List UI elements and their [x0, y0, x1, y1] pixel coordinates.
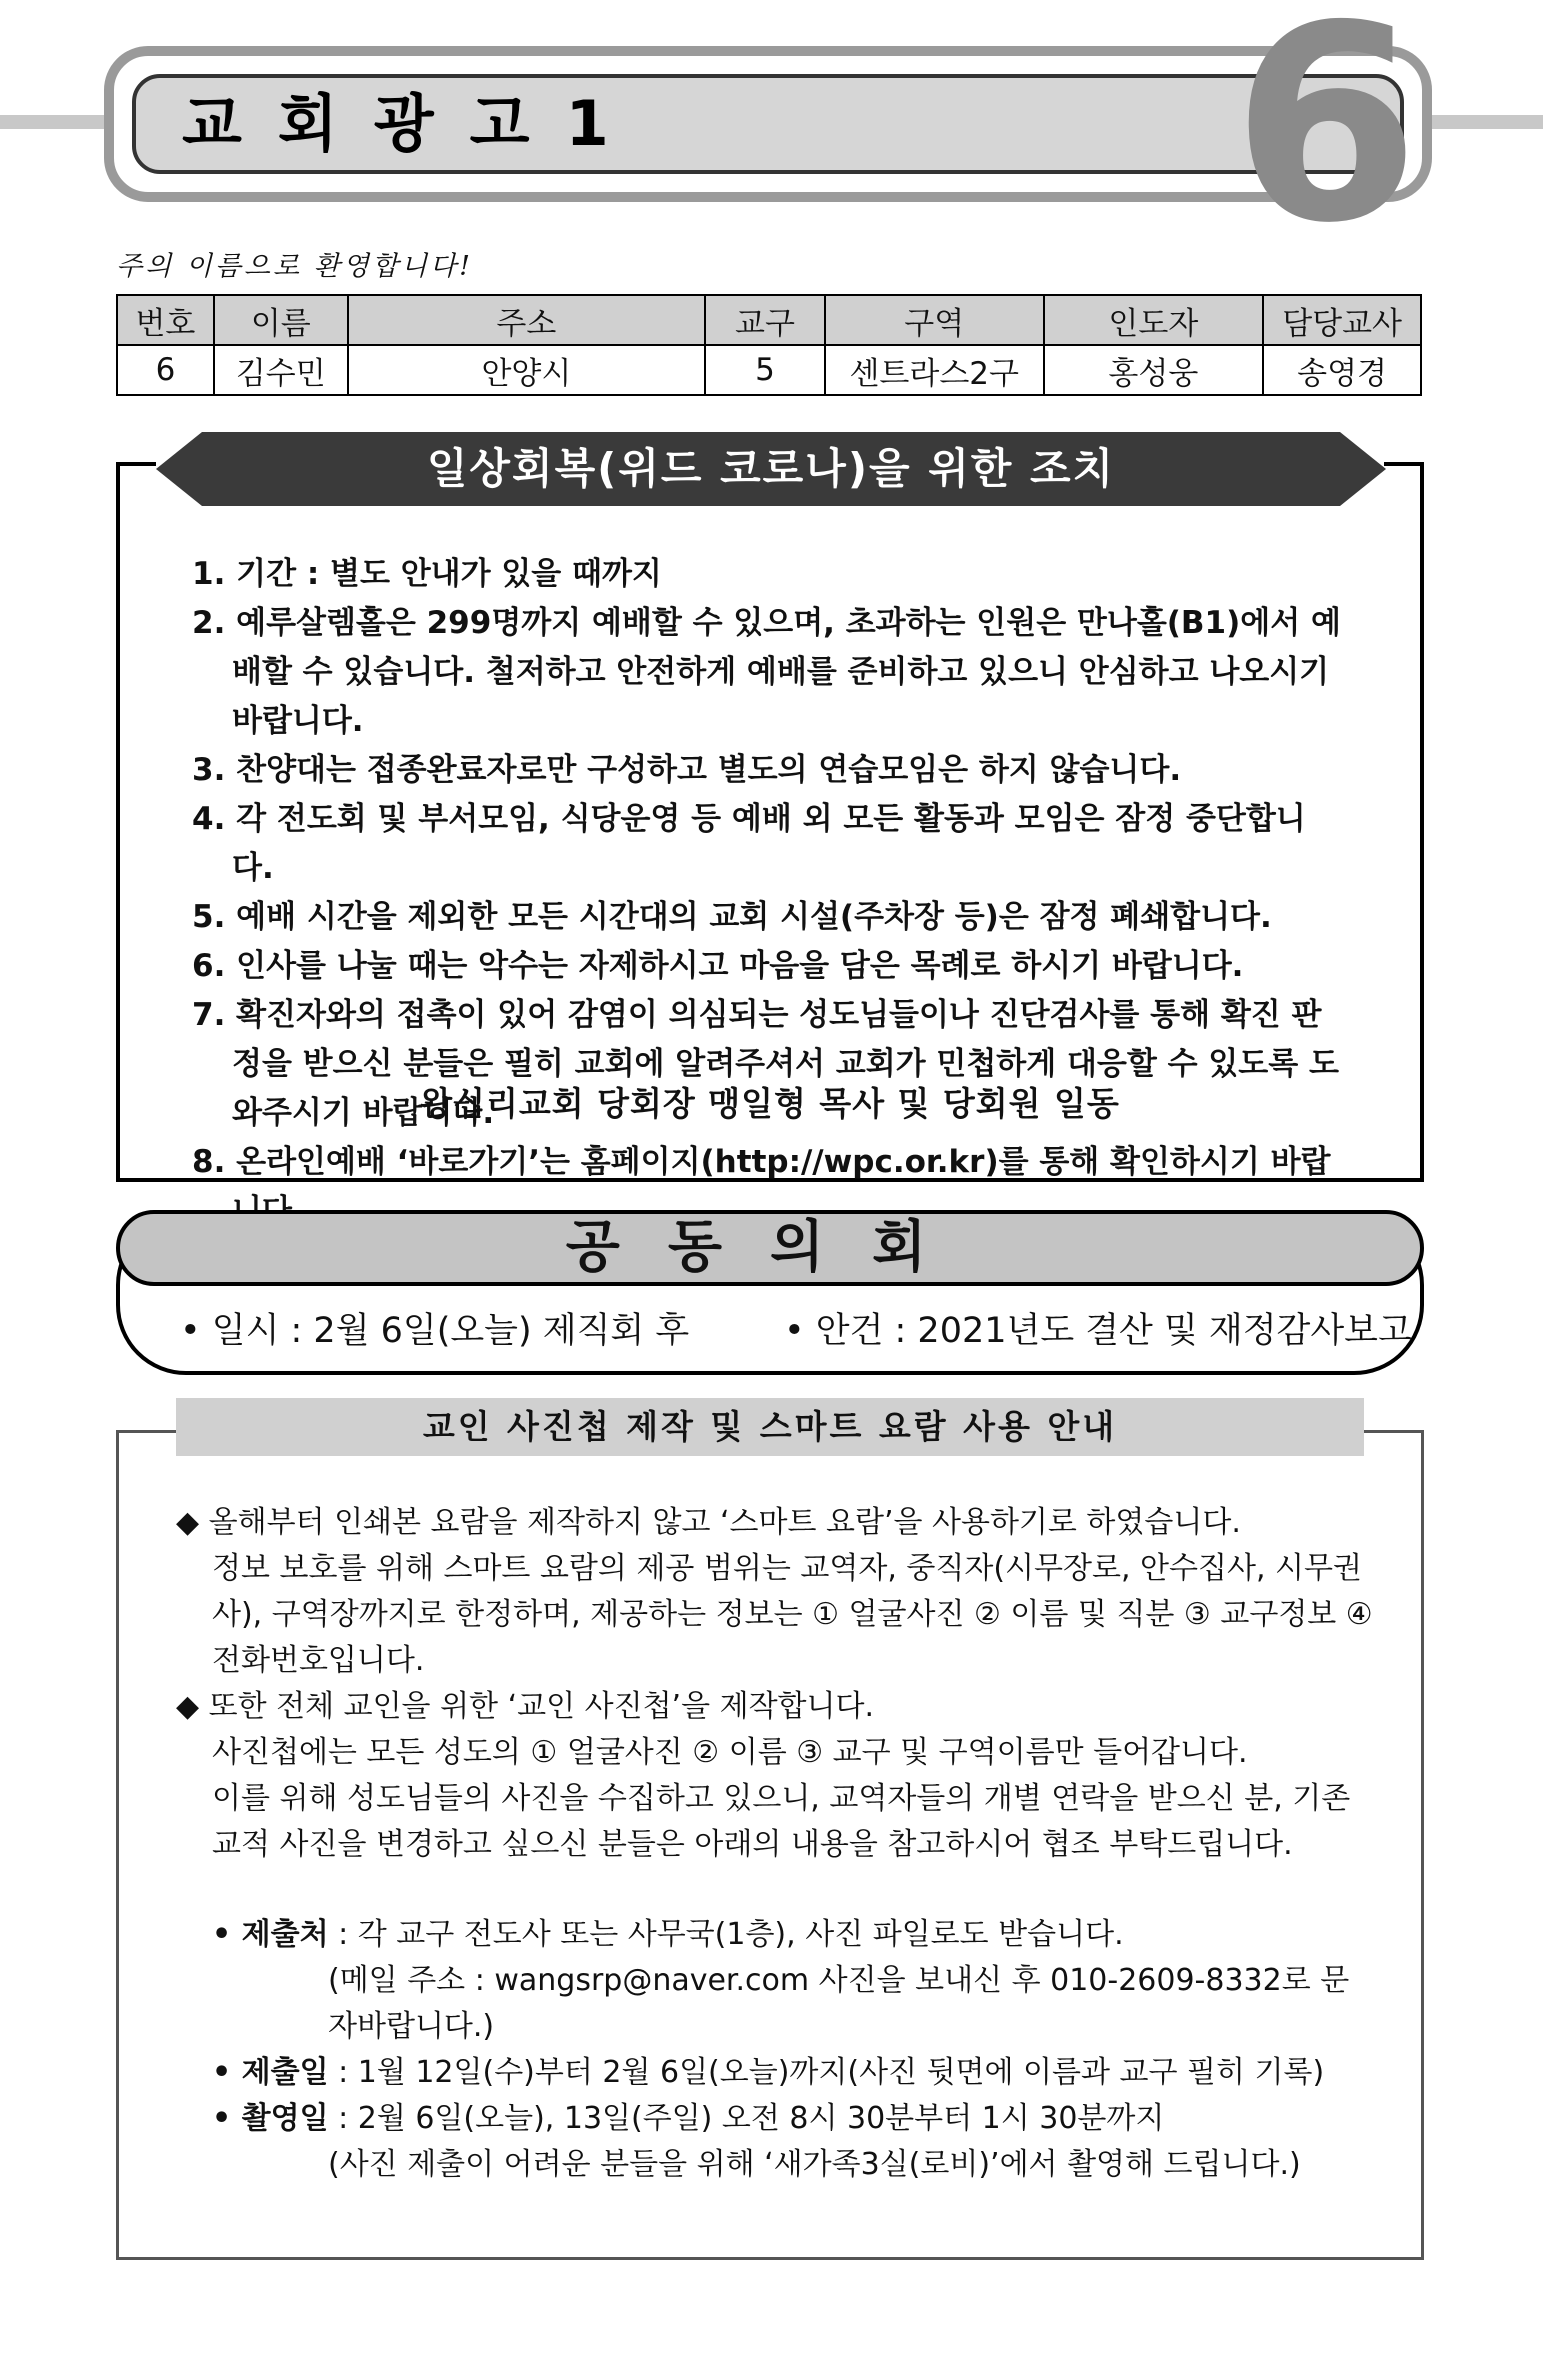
deadline-label: • 제출일: [212, 2055, 329, 2090]
col-header: 교구: [705, 295, 825, 345]
submit-info: [176, 1912, 1376, 1958]
page-title: 교회광고1: [182, 87, 645, 160]
page-number: 6: [1232, 0, 1420, 282]
shoot-text: : 2월 6일(오늘), 13일(주일) 오전 8시 30분부터 1시 30분까지: [328, 2101, 1165, 2136]
assembly-agenda: • 안건 : 2021년도 결산 및 재정감사보고: [784, 1311, 1412, 1351]
list-item: 8. 온라인예배 ‘바로가기’는 홈페이지(http://wpc.or.kr)를 통해 확인하시기 바랍: [192, 1144, 1331, 1180]
list-item: 6. 인사를 나눌 때는 악수는 자제하시고 마음을 담은 목례로 하시기 바랍니다.: [192, 948, 1244, 984]
table-cell: 6: [117, 345, 214, 395]
covid-notice-title: 일상회복(위드 코로나)을 위한 조치: [426, 444, 1116, 493]
table-header-row: [117, 295, 1421, 345]
table-row: [117, 345, 1421, 395]
new-member-table: [116, 294, 1422, 396]
list-item: 3. 찬양대는 접종완료자로만 구성하고 별도의 연습모임은 하지 않습니다.: [192, 752, 1182, 788]
photo-notice-body: [176, 1500, 1376, 2188]
table-cell: 안양시: [348, 345, 705, 395]
covid-measures-list: [192, 550, 1342, 1236]
list-item: 5. 예배 시간을 제외한 모든 시간대의 교회 시설(주차장 등)은 잠정 폐쇄합니다.: [192, 899, 1272, 935]
paragraph: ◆ 또한 전체 교인을 위한 ‘교인 사진첩’을 제작합니다.: [176, 1689, 875, 1724]
shoot-label: • 촬영일: [212, 2101, 329, 2136]
paragraph: 정보 보호를 위해 스마트 요람의 제공 범위는 교역자, 중직자(시무장로, 안수집사, 시무권사), 구역장까지로 한정하며, 제공하는 정보는 ① 얼굴사진 ② 이름 및 직분 ③ 교구정보 ④ 전화번호입니다.: [212, 1551, 1373, 1678]
col-header: 구역: [825, 295, 1044, 345]
table-cell: 김수민: [214, 345, 348, 395]
paragraph: ◆ 올해부터 인쇄본 요람을 제작하지 않고 ‘스마트 요람’을 사용하기로 하였습니다.: [176, 1505, 1241, 1540]
table-cell: 5: [705, 345, 825, 395]
table-cell: 센트라스2구: [825, 345, 1044, 395]
paragraph: 이를 위해 성도님들의 사진을 수집하고 있으니, 교역자들의 개별 연락을 받으신 분, 기존 교적 사진을 변경하고 싶으신 분들은 아래의 내용을 참고하시어 협조 부탁드립니다.: [212, 1781, 1351, 1862]
photo-notice-title: 교인 사진첩 제작 및 스마트 요람 사용 안내: [422, 1407, 1118, 1446]
table-cell: 홍성웅: [1044, 345, 1264, 395]
list-item: 1. 기간 : 별도 안내가 있을 때까지: [192, 556, 662, 592]
col-header: 인도자: [1044, 295, 1264, 345]
assembly-date: • 일시 : 2월 6일(오늘) 제직회 후: [180, 1311, 690, 1351]
col-header: 이름: [214, 295, 348, 345]
list-item: 7. 확진자와의 접촉이 있어 감염이 의심되는 성도님들이나 진단검사를 통해 확진 판정을 받으신 분들은 필히 교회에 알려주셔서 교회가 민첩하게 대응할 수 있도록 도와주시기 바랍니다.: [192, 997, 1339, 1131]
list-item: 2. 예루살렘홀은 299명까지 예배할 수 있으며, 초과하는 인원은 만나홀(B1)에서 예배할 수 있습니다. 철저하고 안전하게 예배를 준비하고 있으니 안심하고 나오시기 바랍니다.: [192, 605, 1341, 739]
covid-signature: 왕십리교회 당회장 맹일형 목사 및 당회원 일동: [420, 1084, 1120, 1123]
welcome-text: 주의 이름으로 환영합니다!: [116, 251, 473, 282]
shoot-info: [176, 2096, 1376, 2142]
shoot-note: (사진 제출이 어려운 분들을 위해 ‘새가족3실(로비)’에서 촬영해 드립니다.): [328, 2147, 1301, 2182]
box-top-edge: [1384, 462, 1424, 466]
submit-note: (메일 주소 : wangsrp@naver.com 사진을 보내신 후 010-2609-8332로 문자바랍니다.): [328, 1963, 1350, 2044]
submit-text: : 각 교구 전도사 또는 사무국(1층), 사진 파일로도 받습니다.: [328, 1917, 1124, 1952]
col-header: 주소: [348, 295, 705, 345]
box-top-edge: [116, 462, 156, 466]
submit-label: • 제출처: [212, 1917, 329, 1952]
deadline-text: : 1월 12일(수)부터 2월 6일(오늘)까지(사진 뒷면에 이름과 교구 필히 기록): [328, 2055, 1325, 2090]
col-header: 번호: [117, 295, 214, 345]
paragraph: 사진첩에는 모든 성도의 ① 얼굴사진 ② 이름 ③ 교구 및 구역이름만 들어갑니다.: [212, 1735, 1248, 1770]
list-item: 4. 각 전도회 및 부서모임, 식당운영 등 예배 외 모든 활동과 모임은 잠정 중단합니다.: [192, 801, 1306, 886]
assembly-title: 공동의회: [565, 1215, 975, 1280]
table-cell: 송영경: [1263, 345, 1421, 395]
col-header: 담당교사: [1263, 295, 1421, 345]
deadline-info: [176, 2050, 1376, 2096]
